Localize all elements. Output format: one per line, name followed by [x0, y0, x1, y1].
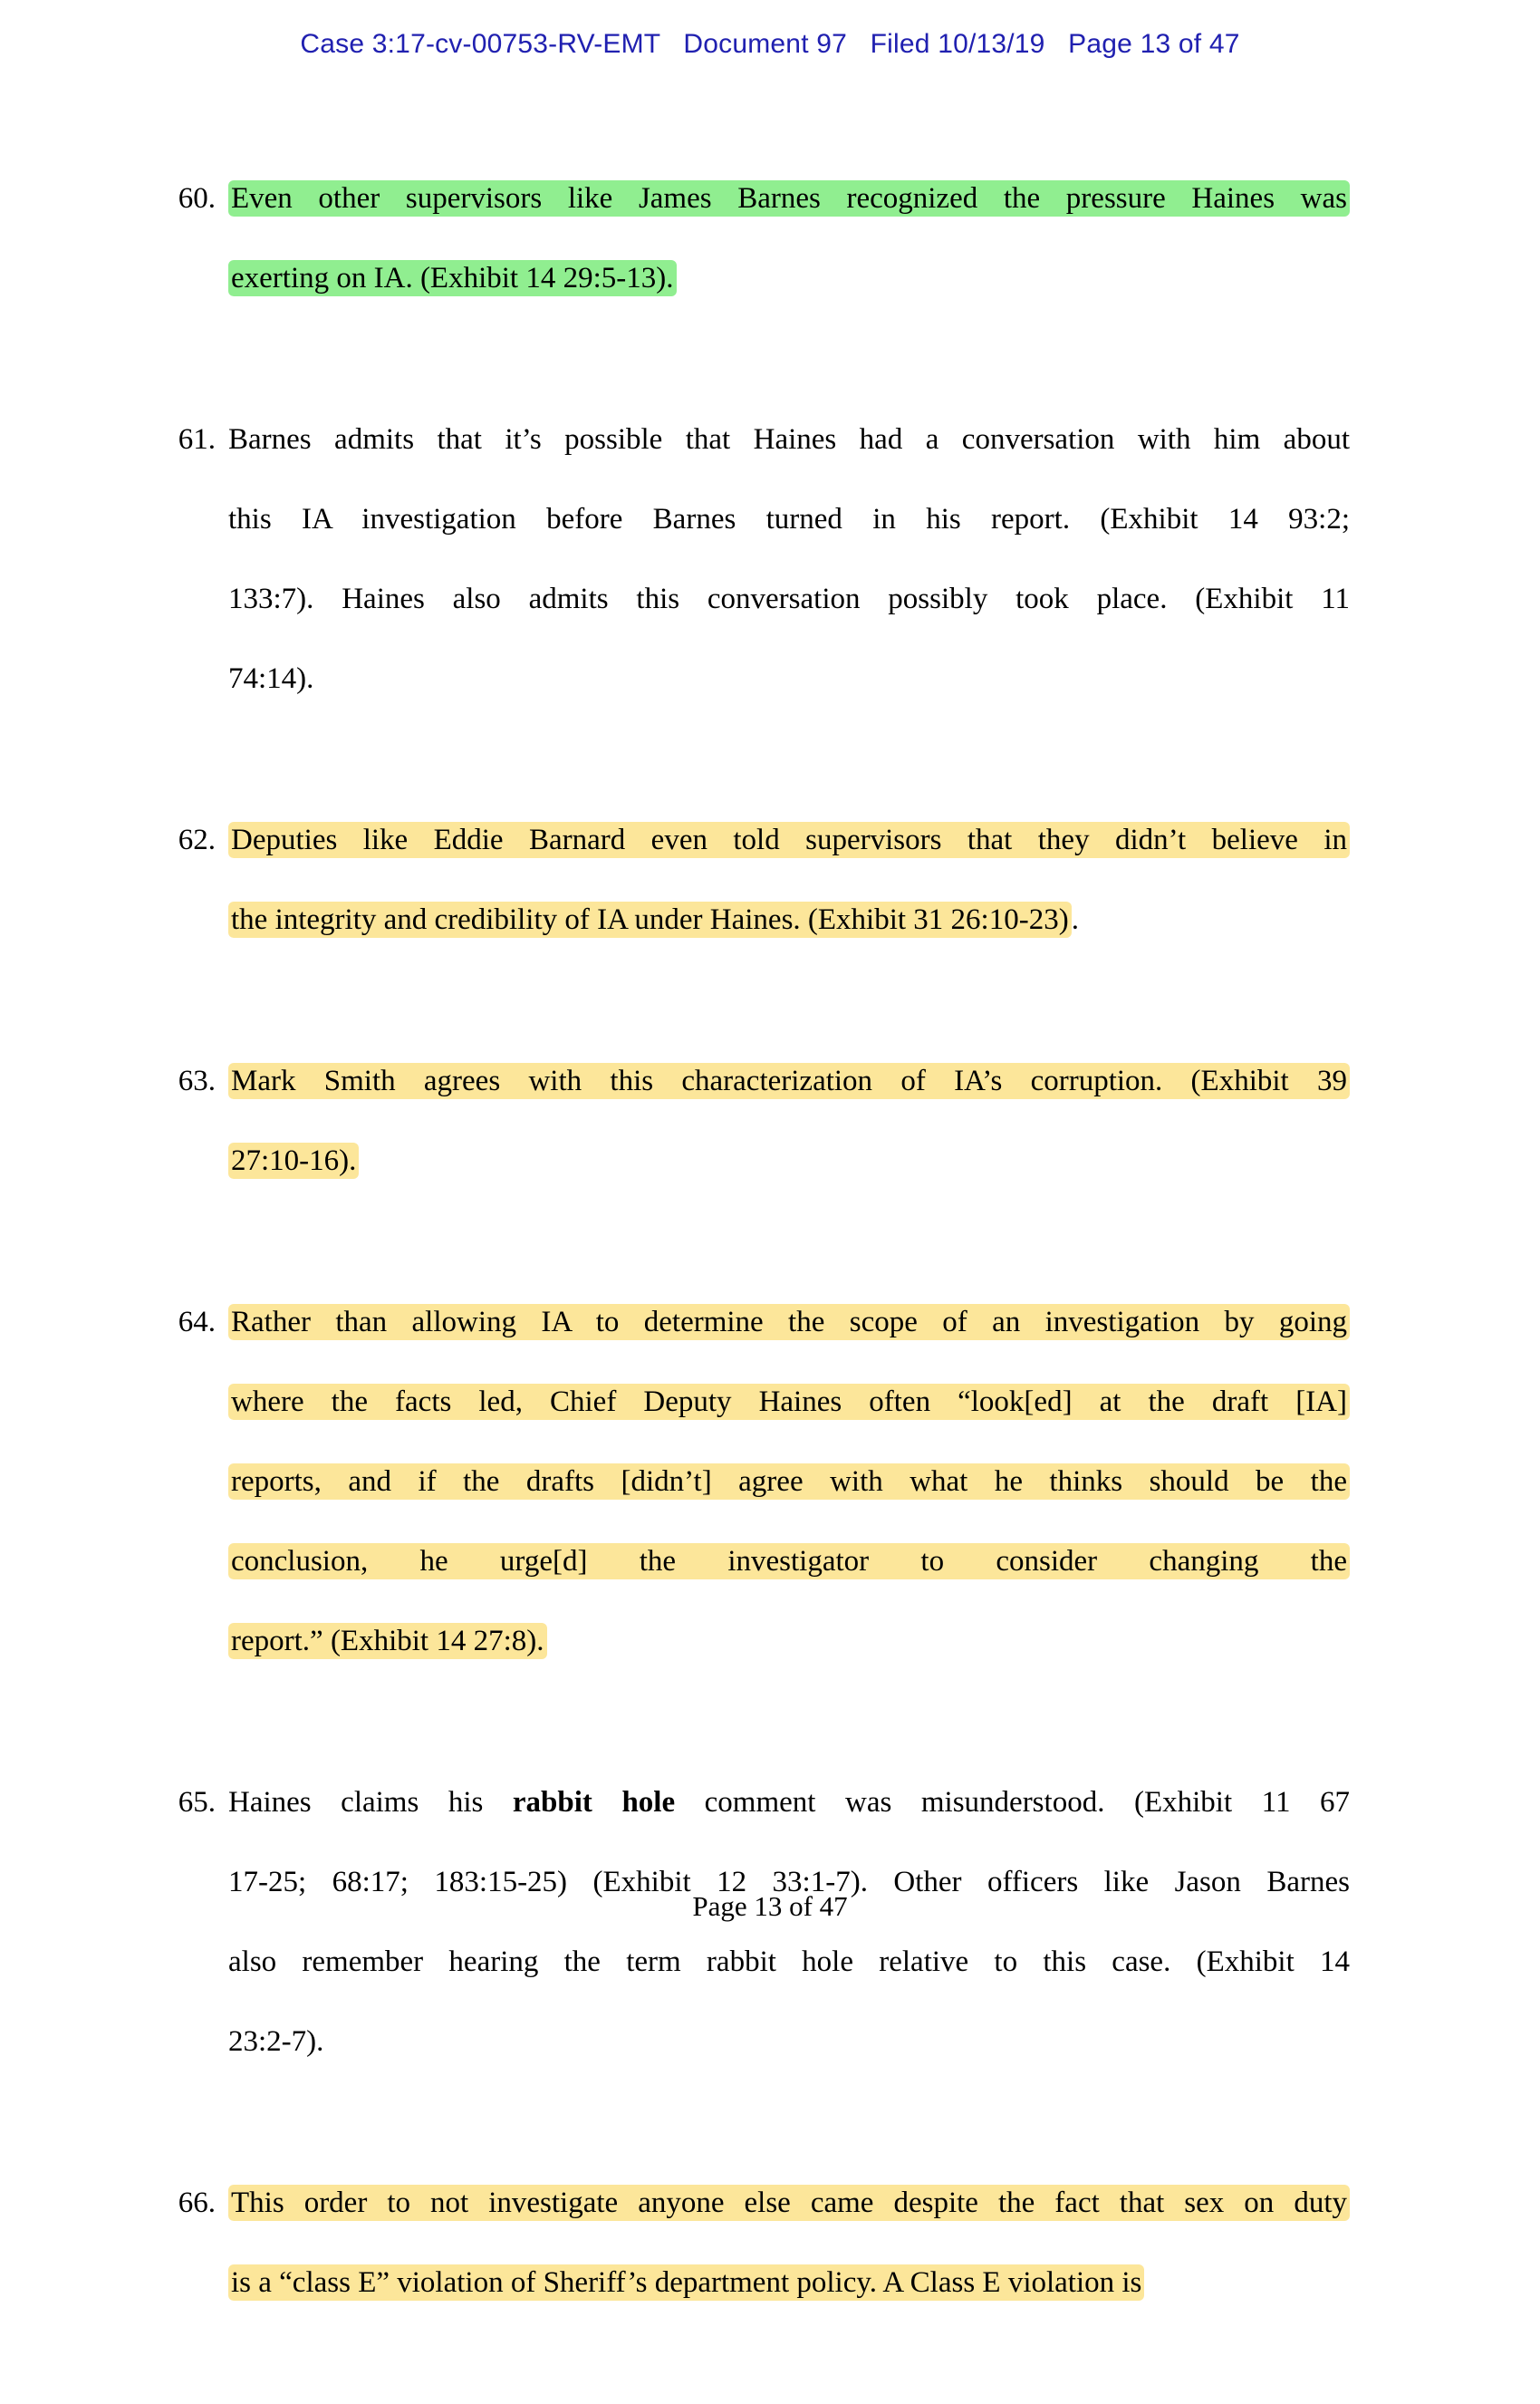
- list-item: [172, 1762, 1350, 2161]
- bold-phrase: rabbit hole: [512, 1786, 676, 1819]
- highlight-yellow: This order to not investigate anyone else came despite the fact that sex on duty: [228, 2185, 1350, 2221]
- list-item: [172, 159, 1350, 398]
- ecf-header-stamp: Case 3:17-cv-00753-RV-EMT Document 97 Filed 10/13/19 Page 13 of 47: [300, 29, 1240, 59]
- item-body: [228, 1041, 1350, 1280]
- highlight-green: Even other supervisors like James Barnes recognized the pressure Haines was: [228, 180, 1350, 217]
- trailing-period: .: [1071, 903, 1079, 936]
- numbered-paragraph-list: [172, 159, 1350, 2404]
- paragraph-line: also remember hearing the term rabbit hole relative to this case. (Exhibit 14: [228, 1945, 1350, 1978]
- highlight-yellow: conclusion, he urge[d] the investigator to consider changing the: [228, 1543, 1350, 1579]
- highlight-yellow: reports, and if the drafts [didn’t] agree with what he thinks should be the: [228, 1463, 1350, 1500]
- list-item: [172, 1041, 1350, 1280]
- highlight-yellow: Mark Smith agrees with this characterization of IA’s corruption. (Exhibit 39: [228, 1063, 1350, 1099]
- item-number: 62.: [178, 824, 216, 856]
- highlight-yellow: Deputies like Eddie Barnard even told supervisors that they didn’t believe in: [228, 822, 1350, 858]
- highlight-green: exerting on IA. (Exhibit 14 29:5-13).: [228, 260, 677, 296]
- highlight-yellow: Rather than allowing IA to determine the scope of an investigation by going: [228, 1304, 1350, 1340]
- item-number: 63.: [178, 1065, 216, 1097]
- item-number: 60.: [178, 182, 216, 215]
- item-number: 61.: [178, 423, 216, 456]
- highlight-yellow: the integrity and credibility of IA under Haines. (Exhibit 31 26:10-23): [228, 902, 1072, 938]
- paragraph-line: Haines claims his rabbit hole comment was misunderstood. (Exhibit 11 67: [228, 1786, 1350, 1819]
- highlight-yellow: where the facts led, Chief Deputy Haines often “look[ed] at the draft [IA]: [228, 1384, 1350, 1420]
- highlight-yellow: report.” (Exhibit 14 27:8).: [228, 1623, 547, 1659]
- list-item: [172, 2163, 1350, 2402]
- item-number: 64.: [178, 1306, 216, 1338]
- page-footer: Page 13 of 47: [692, 1890, 848, 1922]
- paragraph-line: 133:7). Haines also admits this conversation possibly took place. (Exhibit 11: [228, 583, 1350, 615]
- paragraph-line: 23:2-7).: [228, 2025, 324, 2058]
- item-body: [228, 159, 1350, 398]
- item-number: 65.: [178, 1786, 216, 1819]
- item-body: [228, 2163, 1350, 2402]
- paragraph-line: 74:14).: [228, 662, 314, 695]
- item-body: [228, 1762, 1350, 2161]
- list-item: [172, 1282, 1350, 1761]
- paragraph-line: 17-25; 68:17; 183:15-25) (Exhibit 12 33:1-7). Other officers like Jason Barnes: [228, 1866, 1350, 1898]
- list-item: [172, 400, 1350, 798]
- list-item: [172, 800, 1350, 1039]
- item-body: [228, 1282, 1350, 1761]
- item-body: [228, 400, 1350, 798]
- paragraph-line: this IA investigation before Barnes turned in his report. (Exhibit 14 93:2;: [228, 503, 1350, 536]
- highlight-yellow: is a “class E” violation of Sheriff’s department policy. A Class E violation is: [228, 2264, 1144, 2301]
- paragraph-line: Barnes admits that it’s possible that Haines had a conversation with him about: [228, 423, 1350, 456]
- item-number: 66.: [178, 2187, 216, 2219]
- item-body: [228, 800, 1350, 1039]
- highlight-yellow: 27:10-16).: [228, 1143, 359, 1179]
